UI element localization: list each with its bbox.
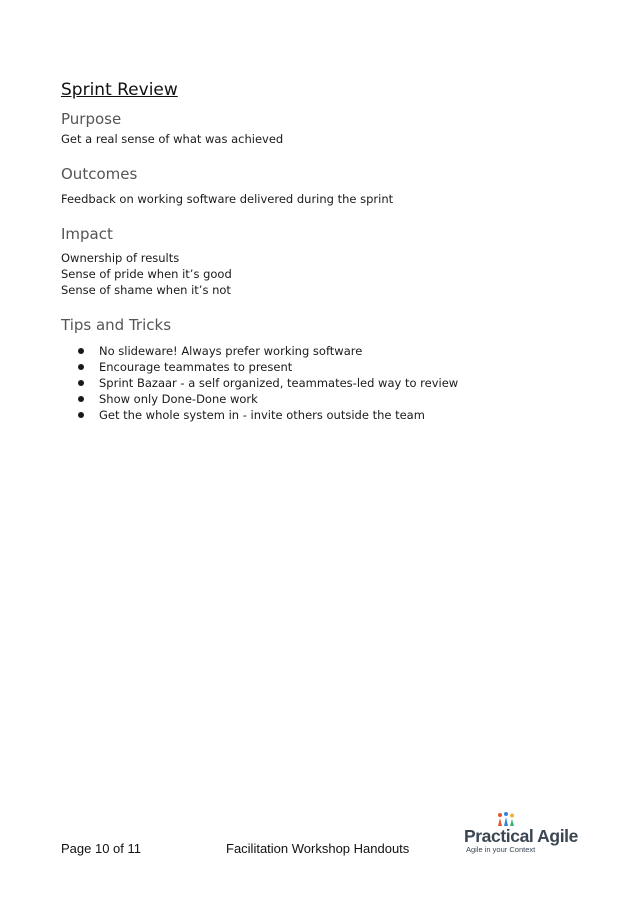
footer-doc-title: Facilitation Workshop Handouts xyxy=(226,841,410,856)
logo-wordmark: Practical Agile xyxy=(464,826,578,846)
purpose-line: Get a real sense of what was achieved xyxy=(61,132,284,146)
list-item-text: Get the whole system in - invite others outside the team xyxy=(99,408,425,422)
list-item xyxy=(78,375,458,391)
list-item xyxy=(78,343,458,359)
bullet-dot-icon xyxy=(78,380,84,386)
list-item xyxy=(78,407,458,423)
page-title: Sprint Review xyxy=(61,80,178,100)
bullet-dot-icon xyxy=(78,396,84,402)
heading-purpose: Purpose xyxy=(61,110,122,128)
bullet-dot-icon xyxy=(78,412,84,418)
impact-line-1: Ownership of results xyxy=(61,251,180,265)
list-item-text: Sprint Bazaar - a self organized, teammates-led way to review xyxy=(99,376,459,390)
heading-outcomes: Outcomes xyxy=(61,165,138,183)
impact-line-3: Sense of shame when it’s not xyxy=(61,283,231,297)
bullet-dot-icon xyxy=(78,364,84,370)
tips-list xyxy=(78,343,458,423)
page-number: Page 10 of 11 xyxy=(61,841,141,856)
list-item-text: Show only Done-Done work xyxy=(99,392,258,406)
list-item xyxy=(78,391,458,407)
heading-impact: Impact xyxy=(61,225,113,243)
bullet-dot-icon xyxy=(78,348,84,354)
outcomes-line: Feedback on working software delivered during the sprint xyxy=(61,192,394,206)
impact-line-2: Sense of pride when it’s good xyxy=(61,267,232,281)
logo-tagline: Agile in your Context xyxy=(466,845,536,854)
list-item xyxy=(78,359,458,375)
heading-tips: Tips and Tricks xyxy=(61,316,172,334)
list-item-text: No slideware! Always prefer working software xyxy=(99,344,363,358)
list-item-text: Encourage teammates to present xyxy=(99,360,293,374)
